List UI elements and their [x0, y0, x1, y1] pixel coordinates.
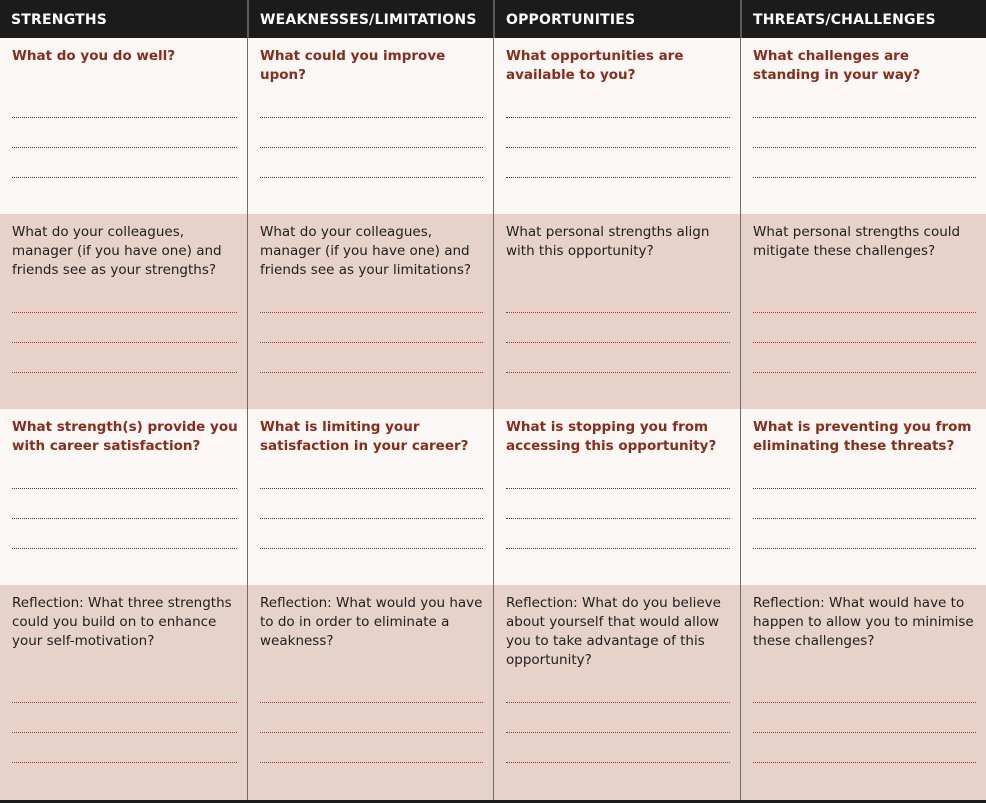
question-text: What is limiting your satisfaction in your career?	[260, 419, 469, 454]
header-threats: THREATS/CHALLENGES	[740, 0, 986, 38]
answer-lines[interactable]	[753, 117, 976, 207]
question-text: What do your colleagues, manager (if you have one) and friends see as your limitations?	[260, 224, 472, 278]
answer-lines[interactable]	[260, 488, 483, 578]
cell-opportunities-3	[493, 409, 740, 585]
cell-threats-3	[740, 409, 986, 585]
cell-strengths-1	[0, 38, 247, 214]
answer-lines[interactable]	[12, 488, 237, 578]
question-text: What opportunities are available to you?	[506, 48, 684, 83]
question-text: Reflection: What do you believe about yourself that would allow you to take advantage of this opportunity?	[506, 595, 721, 668]
cell-weaknesses-3	[247, 409, 493, 585]
question-text: What do your colleagues, manager (if you have one) and friends see as your strengths?	[12, 224, 222, 278]
answer-lines[interactable]	[506, 312, 730, 402]
header-strengths: STRENGTHS	[0, 0, 247, 38]
question-text: What is stopping you from accessing this opportunity?	[506, 419, 717, 454]
answer-lines[interactable]	[12, 702, 237, 792]
answer-lines[interactable]	[506, 117, 730, 207]
question-text: What challenges are standing in your way?	[753, 48, 921, 83]
cell-strengths-3	[0, 409, 247, 585]
cell-threats-1	[740, 38, 986, 214]
answer-lines[interactable]	[506, 488, 730, 578]
cell-threats-4	[740, 585, 986, 800]
question-text: What strength(s) provide you with career satisfaction?	[12, 419, 238, 454]
cell-weaknesses-2	[247, 214, 493, 409]
question-text: Reflection: What would you have to do in order to eliminate a weakness?	[260, 595, 483, 649]
cell-strengths-4	[0, 585, 247, 800]
cell-opportunities-4	[493, 585, 740, 800]
answer-lines[interactable]	[12, 117, 237, 207]
question-text: Reflection: What three strengths could you build on to enhance your self-motivation?	[12, 595, 232, 649]
answer-lines[interactable]	[753, 702, 976, 792]
answer-lines[interactable]	[753, 488, 976, 578]
answer-lines[interactable]	[260, 312, 483, 402]
cell-weaknesses-4	[247, 585, 493, 800]
question-text: What personal strengths could mitigate these challenges?	[753, 224, 961, 259]
answer-lines[interactable]	[12, 312, 237, 402]
answer-lines[interactable]	[260, 117, 483, 207]
answer-lines[interactable]	[260, 702, 483, 792]
cell-opportunities-1	[493, 38, 740, 214]
question-text: What is preventing you from eliminating these threats?	[753, 419, 972, 454]
cell-strengths-2	[0, 214, 247, 409]
answer-lines[interactable]	[506, 702, 730, 792]
question-text: Reflection: What would have to happen to allow you to minimise these challenges?	[753, 595, 974, 649]
cell-weaknesses-1	[247, 38, 493, 214]
question-text: What could you improve upon?	[260, 48, 446, 83]
header-weaknesses: WEAKNESSES/LIMITATIONS	[247, 0, 493, 38]
question-text: What personal strengths align with this opportunity?	[506, 224, 710, 259]
cell-threats-2	[740, 214, 986, 409]
answer-lines[interactable]	[753, 312, 976, 402]
question-text: What do you do well?	[12, 48, 176, 64]
cell-opportunities-2	[493, 214, 740, 409]
header-opportunities: OPPORTUNITIES	[493, 0, 740, 38]
